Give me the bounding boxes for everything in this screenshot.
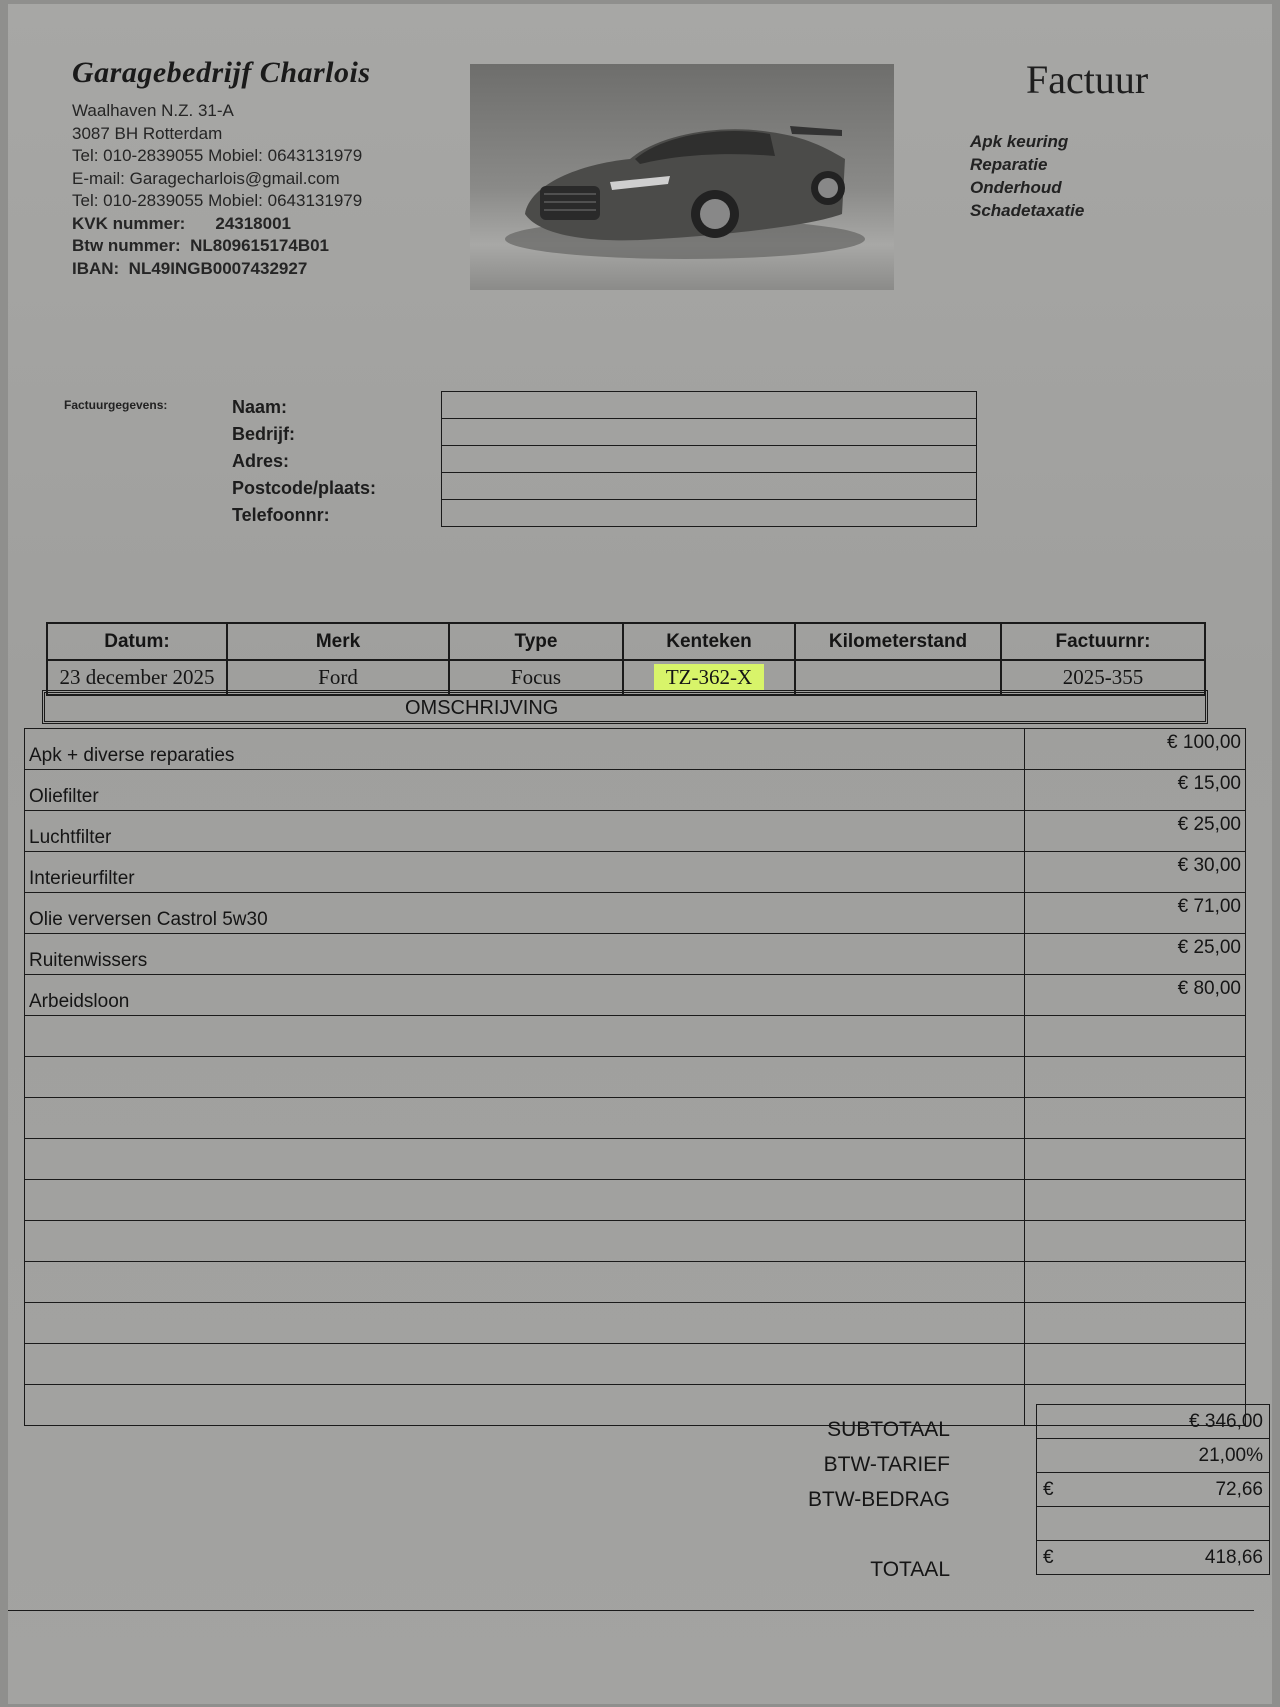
car-photo [470, 64, 894, 290]
line-item-row [25, 1221, 1246, 1262]
line-item-description [25, 1262, 1025, 1303]
invoice-title: Factuur [1026, 57, 1149, 102]
kvk-label: KVK nummer: [72, 213, 186, 233]
btw-label: Btw nummer: [72, 236, 181, 255]
company-details [72, 100, 362, 280]
line-item-amount: € 15,00 [1025, 770, 1246, 811]
service-item: Schadetaxatie [970, 201, 1085, 220]
line-item-row [25, 1057, 1246, 1098]
service-item: Reparatie [970, 155, 1048, 174]
field-label-adres: Adres: [232, 451, 290, 471]
vehicle-info-table [46, 622, 1206, 696]
line-item-amount: € 25,00 [1025, 934, 1246, 975]
line-item-row [25, 1098, 1246, 1139]
line-item-amount: € 100,00 [1025, 729, 1246, 770]
company-phone-line2: Tel: 010-2839055 Mobiel: 0643131979 [72, 191, 363, 210]
btw-value: NL809615174B01 [190, 236, 330, 255]
subtotal-value: € 346,00 [1037, 1405, 1270, 1439]
value-merk: Ford [227, 660, 449, 695]
line-item-description: Olie verversen Castrol 5w30 [25, 893, 1025, 934]
field-label-naam: Naam: [232, 397, 288, 417]
company-iban [72, 258, 362, 281]
line-item-amount [1025, 1344, 1246, 1385]
line-item-description [25, 1016, 1025, 1057]
line-item-row [25, 1180, 1246, 1221]
btw-amount-value: 72,66 [1061, 1473, 1270, 1507]
value-datum: 23 december 2025 [47, 660, 227, 695]
btw-rate-label: BTW-TARIEF [823, 1453, 950, 1476]
company-address-line1: Waalhaven N.Z. 31-A [72, 101, 234, 120]
line-item-row [25, 770, 1246, 811]
company-btw [72, 235, 362, 258]
line-item-description [25, 1303, 1025, 1344]
value-type: Focus [449, 660, 623, 695]
line-item-description: Arbeidsloon [25, 975, 1025, 1016]
sports-car-image [470, 64, 894, 290]
header-merk: Merk [227, 623, 449, 660]
btw-amount-label: BTW-BEDRAG [808, 1488, 950, 1511]
value-factuurnr: 2025-355 [1001, 660, 1205, 695]
customer-field-labels [232, 394, 376, 529]
line-item-description [25, 1180, 1025, 1221]
kvk-value: 24318001 [215, 213, 291, 233]
adres-field[interactable] [442, 446, 976, 473]
license-plate-highlight: TZ-362-X [654, 664, 764, 691]
line-item-amount [1025, 1262, 1246, 1303]
telefoon-field[interactable] [442, 500, 976, 527]
header-factuurnr: Factuurnr: [1001, 623, 1205, 660]
line-item-description [25, 1221, 1025, 1262]
line-item-description: Oliefilter [25, 770, 1025, 811]
line-item-amount [1025, 1016, 1246, 1057]
field-label-bedrijf: Bedrijf: [232, 424, 295, 444]
line-item-amount: € 71,00 [1025, 893, 1246, 934]
description-header-label: OMSCHRIJVING [405, 697, 559, 719]
iban-label: IBAN: [72, 258, 120, 278]
line-item-description: Luchtfilter [25, 811, 1025, 852]
customer-section-label: Factuurgegevens: [64, 398, 168, 412]
subtotal-label: SUBTOTAAL [827, 1418, 950, 1441]
line-item-amount [1025, 1221, 1246, 1262]
line-item-row [25, 1016, 1246, 1057]
vehicle-header-row [47, 623, 1205, 660]
postcode-field[interactable] [442, 473, 976, 500]
line-item-description: Interieurfilter [25, 852, 1025, 893]
description-header [42, 690, 1208, 724]
invoice-page [8, 4, 1272, 1704]
header-kenteken: Kenteken [623, 623, 795, 660]
service-item: Apk keuring [970, 132, 1069, 151]
line-item-row [25, 729, 1246, 770]
line-items-table [24, 728, 1246, 1426]
line-item-amount: € 30,00 [1025, 852, 1246, 893]
line-item-amount: € 80,00 [1025, 975, 1246, 1016]
line-item-amount [1025, 1098, 1246, 1139]
line-item-amount: € 25,00 [1025, 811, 1246, 852]
btw-amount-currency: € [1037, 1473, 1062, 1507]
line-item-description [25, 1057, 1025, 1098]
line-item-row [25, 1344, 1246, 1385]
line-item-amount [1025, 1139, 1246, 1180]
line-item-row [25, 1139, 1246, 1180]
header-kilometerstand: Kilometerstand [795, 623, 1001, 660]
naam-field[interactable] [442, 392, 976, 419]
header-type: Type [449, 623, 623, 660]
totals-empty-row [1037, 1507, 1270, 1541]
line-item-amount [1025, 1303, 1246, 1344]
line-item-row [25, 852, 1246, 893]
line-item-description [25, 1098, 1025, 1139]
field-label-telefoon: Telefoonnr: [232, 505, 330, 525]
line-item-description [25, 1139, 1025, 1180]
total-currency: € [1037, 1541, 1062, 1575]
totals-labels [808, 1412, 950, 1587]
company-name: Garagebedrijf Charlois [72, 56, 371, 89]
company-address-line2: 3087 BH Rotterdam [72, 123, 223, 143]
header-datum: Datum: [47, 623, 227, 660]
line-item-row [25, 893, 1246, 934]
service-item: Onderhoud [970, 178, 1062, 197]
services-list [970, 130, 1084, 222]
line-item-row [25, 811, 1246, 852]
company-email-line: E-mail: Garagecharlois@gmail.com [72, 168, 340, 188]
btw-rate-value: 21,00% [1037, 1439, 1270, 1473]
total-label: TOTAAL [870, 1558, 950, 1581]
totals-table [1036, 1404, 1270, 1575]
line-item-description [25, 1344, 1025, 1385]
line-item-description: Apk + diverse reparaties [25, 729, 1025, 770]
line-item-description: Ruitenwissers [25, 934, 1025, 975]
field-label-postcode: Postcode/plaats: [232, 478, 377, 498]
line-item-amount [1025, 1180, 1246, 1221]
company-kvk [72, 213, 362, 236]
bedrijf-field[interactable] [442, 419, 976, 446]
line-item-row [25, 1303, 1246, 1344]
customer-fields-box [441, 391, 977, 527]
total-value: 418,66 [1061, 1541, 1270, 1575]
line-item-row [25, 934, 1246, 975]
line-item-amount [1025, 1057, 1246, 1098]
company-phone-line1: Tel: 010-2839055 Mobiel: 0643131979 [72, 146, 363, 165]
line-item-row [25, 1262, 1246, 1303]
iban-value: NL49INGB0007432927 [128, 258, 308, 278]
line-item-row [25, 975, 1246, 1016]
